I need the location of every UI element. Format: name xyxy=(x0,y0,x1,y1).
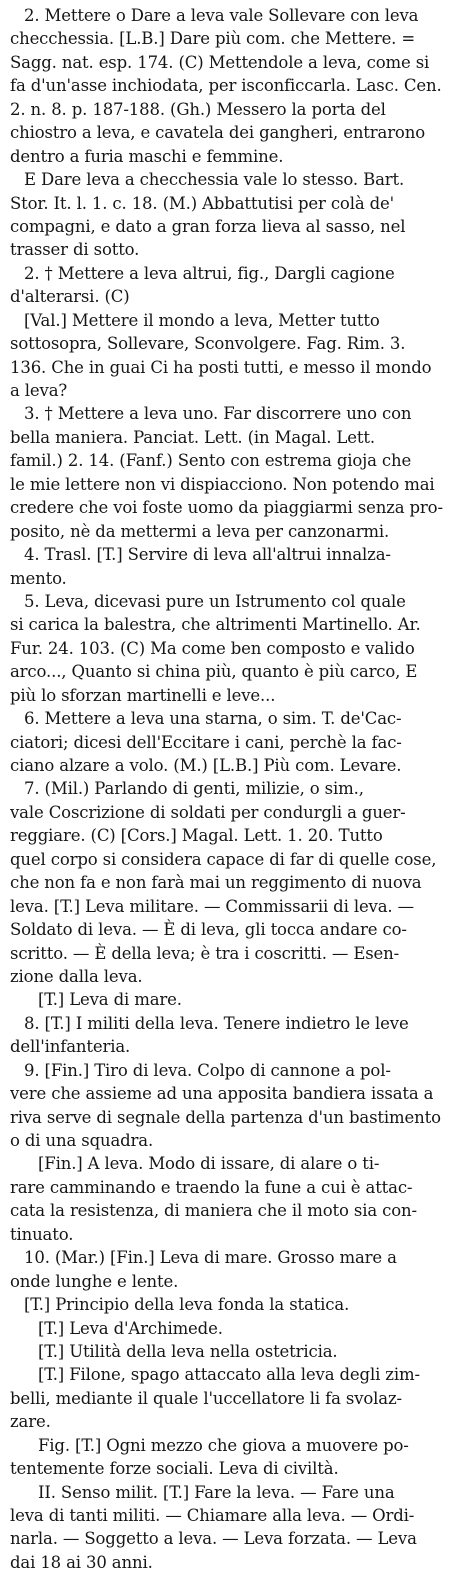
text-line: zare. xyxy=(10,1412,51,1432)
text-line: dai 18 ai 30 anni. xyxy=(10,1552,153,1572)
text-line: onde lunghe e lente. xyxy=(10,1271,179,1291)
text-line: 2. n. 8. p. 187-188. (Gh.) Messero la porta del xyxy=(10,99,386,119)
text-line: 4. Trasl. [T.] Servire di leva all'altrui innalza- xyxy=(24,545,391,565)
text-line: riva serve di segnale della partenza d'un bastimento xyxy=(10,1107,441,1127)
text-line: Soldato di leva. — È di leva, gli tocca andare co- xyxy=(10,920,407,940)
text-line: famil.) 2. 14. (Fanf.) Sento con estrema gioja che xyxy=(10,451,412,471)
text-line: Sagg. nat. esp. 174. (C) Mettendole a leva, come si xyxy=(10,52,430,72)
text-line: tentemente forze sociali. Leva di civiltà. xyxy=(10,1459,339,1479)
text-line: trasser di sotto. xyxy=(10,240,140,260)
text-line: dentro a furia maschi e femmine. xyxy=(10,146,284,166)
text-line: d'alterarsi. (C) xyxy=(10,287,130,307)
text-line: quel corpo si considera capace di far di quelle cose, xyxy=(10,849,437,869)
text-line: II. Senso milit. [T.] Fare la leva. — Fare una xyxy=(38,1482,395,1502)
text-line: a leva? xyxy=(10,381,68,400)
text-line: [T.] Filone, spago attaccato alla leva degli zim- xyxy=(38,1365,420,1385)
text-line: belli, mediante il quale l'uccellatore li fa svolaz- xyxy=(10,1388,402,1408)
text-line: bella maniera. Panciat. Lett. (in Magal. Lett. xyxy=(10,427,375,447)
text-line: 2. Mettere o Dare a leva vale Sollevare con leva xyxy=(24,6,419,25)
text-line: vere che assieme ad una apposita bandiera issata a xyxy=(10,1084,434,1104)
text-line: [T.] Leva d'Archimede. xyxy=(38,1318,223,1338)
text-line: Fig. [T.] Ogni mezzo che giova a muovere po- xyxy=(38,1435,409,1455)
text-line: 9. [Fin.] Tiro di leva. Colpo di cannone a pol- xyxy=(24,1060,391,1080)
text-line: credere che voi foste uomo da piaggiarmi senza pro- xyxy=(10,498,443,518)
text-line: ciatori; dicesi dell'Eccitare i cani, perchè la fac- xyxy=(10,732,402,752)
text-line: [Val.] Mettere il mondo a leva, Metter tutto xyxy=(24,310,380,330)
text-line: sottosopra, Sollevare, Sconvolgere. Fag. Rim. 3. xyxy=(10,334,406,354)
text-line: Stor. It. l. 1. c. 18. (M.) Abbattutisi per colà de' xyxy=(10,193,395,213)
text-line: 3. † Mettere a leva uno. Far discorrere uno con xyxy=(24,404,412,424)
text-line: leva di tanti militi. — Chiamare alla leva. — Ordi- xyxy=(10,1506,415,1525)
text-line: vale Coscrizione di soldati per condurgli a guer- xyxy=(10,802,406,822)
text-line: [T.] Principio della leva fonda la statica. xyxy=(24,1295,350,1315)
text-line: [Fin.] A leva. Modo di issare, di alare o ti- xyxy=(38,1154,380,1174)
text-line: si carica la balestra, che altrimenti Martinello. Ar. xyxy=(10,615,421,635)
text-line: reggiare. (C) [Cors.] Magal. Lett. 1. 20. Tutto xyxy=(10,826,383,846)
text-line: narla. — Soggetto a leva. — Leva forzata. — Leva xyxy=(10,1529,417,1549)
text-line: dell'infanteria. xyxy=(10,1037,131,1057)
text-line: leva. [T.] Leva militare. — Commissarii di leva. — xyxy=(10,896,414,916)
text-line: 2. † Mettere a leva altrui, fig., Dargli cagione xyxy=(24,263,395,283)
text-line: 10. (Mar.) [Fin.] Leva di mare. Grosso mare a xyxy=(24,1248,397,1268)
text-line: ciano alzare a volo. (M.) [L.B.] Più com. Levare. xyxy=(10,756,402,775)
text-line: [T.] Leva di mare. xyxy=(38,990,182,1010)
text-line: 7. (Mil.) Parlando di genti, milizie, o sim., xyxy=(24,779,364,799)
text-line: posito, nè da mettermi a leva per canzonarmi. xyxy=(10,521,390,541)
text-line: chiostro a leva, e cavatela dei gangheri, entrarono xyxy=(10,123,425,143)
text-line: [T.] Utilità della leva nella ostetricia. xyxy=(38,1341,338,1361)
text-line: arco..., Quanto si china più, quanto è più carco, E xyxy=(10,662,418,682)
text-line: più lo sforzan martinelli e leve... xyxy=(10,685,276,705)
text-line: compagni, e dato a gran forza lieva al sasso, nel xyxy=(10,216,406,236)
text-line: scritto. — È della leva; è tra i coscritti. — Esen- xyxy=(10,943,400,963)
text-line: E Dare leva a checchessia vale lo stesso. Bart. xyxy=(24,170,405,190)
text-line: che non fa e non farà mai un reggimento di nuova xyxy=(10,873,422,893)
text-line: Fur. 24. 103. (C) Ma come ben composto e valido xyxy=(10,638,415,658)
text-line: cata la resistenza, di maniera che il moto sia con- xyxy=(10,1201,417,1221)
text-line: fa d'un'asse inchiodata, per isconficcarla. Lasc. Cen. xyxy=(10,76,442,96)
text-line: mento. xyxy=(10,568,67,588)
text-line: checchessia. [L.B.] Dare più com. che Mettere. = xyxy=(10,29,416,49)
text-line: zione dalla leva. xyxy=(10,966,143,986)
text-line: 8. [T.] I militi della leva. Tenere indietro le leve xyxy=(24,1013,409,1033)
text-line: 5. Leva, dicevasi pure un Istrumento col quale xyxy=(24,591,406,611)
text-line: 6. Mettere a leva una starna, o sim. T. de'Cac- xyxy=(24,709,402,729)
text-line: o di una squadra. xyxy=(10,1131,154,1150)
text-line: 136. Che in guai Ci ha posti tutti, e messo il mondo xyxy=(10,357,432,377)
text-line: rare camminando e traendo la fune a cui è attac- xyxy=(10,1177,413,1197)
text-line: tinuato. xyxy=(10,1224,74,1244)
text-line: le mie lettere non vi dispiacciono. Non potendo mai xyxy=(10,474,435,494)
